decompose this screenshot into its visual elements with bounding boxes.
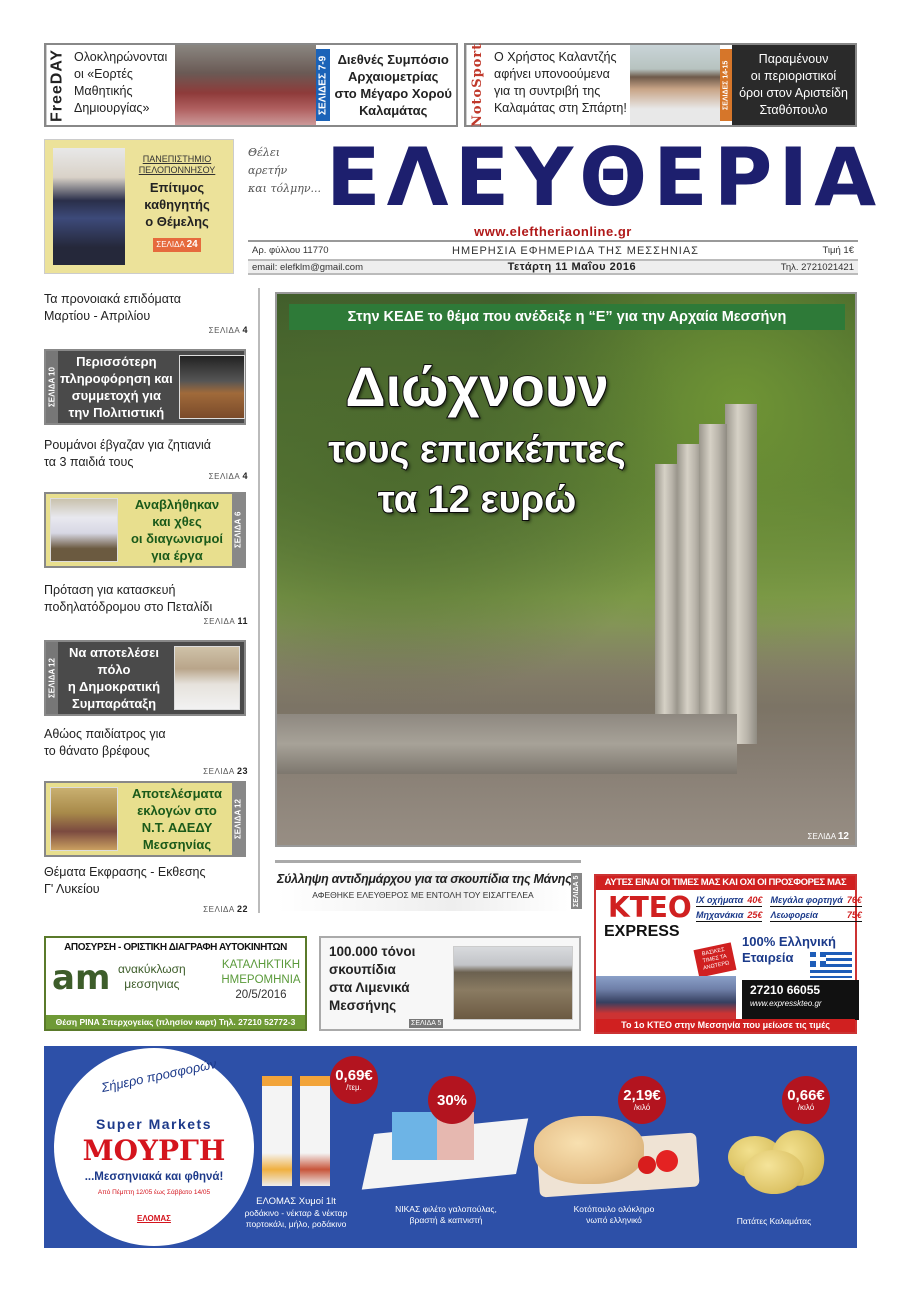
- divider: [275, 860, 581, 863]
- headline-line: Καλαμάτας: [359, 103, 428, 118]
- teaser-freeday[interactable]: [44, 43, 458, 127]
- brand-main: ΜΟΥΡΓΗ: [82, 1134, 226, 1167]
- price-label: Μεγάλα φορτηγά: [770, 895, 843, 905]
- price-value: 40€: [747, 895, 763, 905]
- page-label: ΣΕΛΙΔΑ: [203, 617, 235, 626]
- kicker-line: ΠΑΝΕΠΙΣΤΗΜΙΟ: [142, 154, 212, 164]
- brand-line: ανακύκλωση: [118, 962, 186, 976]
- product-caption: [719, 1216, 829, 1227]
- page-tag: [46, 351, 58, 423]
- landfill-photo: [453, 946, 573, 1020]
- page-num: 4: [242, 471, 248, 481]
- recycling-ad[interactable]: [44, 936, 307, 1031]
- headline-line: Παραμένουν: [758, 52, 829, 66]
- column-divider: [258, 288, 260, 913]
- page-tag: [232, 494, 244, 566]
- notosport-teaser-text: [488, 45, 630, 125]
- headline-line: οι διαγωνισμοί: [130, 531, 224, 546]
- text-line: Ολοκληρώνονται: [74, 50, 168, 64]
- headline-line: όροι στον Αριστείδη: [739, 86, 848, 100]
- kteo-phone: 27210 66055: [750, 983, 821, 997]
- headline-line: στα Λιμενικά: [329, 980, 410, 995]
- price-value: 25€: [747, 910, 763, 920]
- headline-line: και χθες: [152, 514, 202, 529]
- kteo-brand: ΚΤΕΟ: [608, 891, 692, 924]
- email[interactable]: email: elefklm@gmail.com: [252, 261, 364, 273]
- motto-line: και τόλμην...: [248, 182, 322, 195]
- left-box-culture[interactable]: [44, 349, 246, 425]
- kicker-line: ΠΕΛΟΠΟΝΝΗΣΟΥ: [138, 165, 216, 175]
- price-value: 0,66€: [787, 1086, 825, 1104]
- page-tag: [232, 783, 244, 855]
- caption-line: νωπό ελληνικό: [586, 1215, 642, 1225]
- headline-line: Τα προνοιακά επιδόματα: [44, 292, 181, 306]
- left-item-9[interactable]: [44, 864, 248, 914]
- left-box-coalition[interactable]: [44, 640, 246, 716]
- box-headline: [58, 642, 170, 714]
- brand-line: μεσσηνιας: [124, 977, 180, 991]
- page-label: ΣΕΛΙΔΑ: [47, 668, 57, 699]
- price: Τιμή 1€: [822, 245, 854, 256]
- headline-line: πληροφόρηση και: [60, 371, 173, 386]
- hero-headline-1: Διώχνουν: [345, 355, 609, 418]
- waste-headline: [329, 943, 415, 1015]
- headline-line: Αποτελέσματα: [132, 786, 222, 801]
- headline-line: Πρόταση για κατασκευή: [44, 583, 176, 597]
- price-badge: [618, 1076, 666, 1124]
- headline-line: Ρουμάνοι έβγαζαν για ζητιανιά: [44, 438, 212, 452]
- page-num: 6: [233, 512, 243, 517]
- claim-line: Εταιρεία: [742, 950, 794, 965]
- page-tag: ΣΕΛΙΔΑ 5: [571, 873, 582, 909]
- recycling-brand: [118, 962, 186, 992]
- headline-line: Αθώος παιδίατρος για: [44, 727, 166, 741]
- meeting-photo: [174, 646, 240, 710]
- ruins-ground: [277, 714, 737, 774]
- product-caption: [234, 1196, 358, 1230]
- kteo-website[interactable]: www.expresskteo.gr: [750, 999, 822, 1008]
- page-tag: ΣΕΛΙΔΑ 5: [411, 1020, 442, 1027]
- headline-line: σκουπίδια: [329, 962, 396, 977]
- kteo-top-banner: ΑΥΤΕΣ ΕΙΝΑΙ ΟΙ ΤΙΜΕΣ ΜΑΣ ΚΑΙ ΟΧΙ ΟΙ ΠΡΟΣΦΟΡΕΣ ΜΑΣ: [596, 876, 855, 890]
- hero-headline-2: τους επισκέπτες: [328, 429, 626, 471]
- freeday-headline: [330, 45, 456, 125]
- headline-line: Περισσότερη: [76, 354, 157, 369]
- product-caption: [384, 1204, 508, 1226]
- page-num: 12: [837, 831, 849, 842]
- kteo-brand-express: EXPRESS: [604, 923, 680, 940]
- player-photo: [630, 45, 720, 125]
- freeday-teaser-text: [68, 45, 175, 125]
- page-num: 12: [233, 798, 243, 808]
- slogan: ...Μεσσηνιακά και φθηνά!: [84, 1171, 224, 1183]
- audience-photo: [175, 45, 316, 125]
- deadline-line: ΚΑΤΑΛΗΚΤΙΚΗ: [221, 959, 301, 971]
- pages-tag: ΣΕΛΙΔΕΣ 14-15: [720, 49, 732, 121]
- caption-line: ΕΛΟΜΑΣ Χυμοί 1lt: [256, 1196, 336, 1207]
- kteo-building-photo: [596, 976, 736, 1020]
- professor-photo: [53, 148, 125, 265]
- deadline-date: 20/5/2016: [235, 989, 287, 1001]
- column-shape: [725, 404, 757, 744]
- headline-line: τα 3 παιδιά τους: [44, 455, 134, 469]
- text-line: οι «Εορτές: [74, 67, 133, 81]
- motto: [248, 144, 322, 198]
- product-caption: [556, 1204, 672, 1226]
- hero-story[interactable]: [275, 292, 857, 847]
- story-subhead: ΑΦΕΘΗΚΕ ΕΛΕΥΘΕΡΟΣ ΜΕ ΕΝΤΟΛΗ ΤΟΥ ΕΙΣΑΓΓΕΛΕΑ: [312, 890, 534, 900]
- juice-carton-icon: [300, 1076, 330, 1186]
- headline-line: Θέματα Εκφρασης - Εκθεσης: [44, 865, 206, 879]
- left-item-3[interactable]: [44, 437, 248, 481]
- headline-line: συμμετοχή για: [71, 388, 162, 403]
- recycling-logo-icon: am: [52, 958, 111, 998]
- partner-logo: ΕΛΟΜΑΣ: [137, 1214, 171, 1223]
- waste-story[interactable]: [319, 936, 581, 1031]
- headline-line: την Πολιτιστική: [68, 405, 165, 420]
- text-line: για τη συντριβή της: [494, 84, 601, 98]
- divider: [248, 240, 858, 242]
- election-photo: [50, 787, 118, 851]
- supermarket-ad[interactable]: [44, 1046, 857, 1248]
- headline-line: το θάνατο βρέφους: [44, 744, 150, 758]
- hero-headline-3: τα 12 ευρώ: [377, 479, 577, 521]
- headline-line: Να αποτελέσει: [69, 645, 159, 660]
- caption-line: ροδάκινο - νέκταρ & νέκταρ: [244, 1208, 348, 1218]
- kteo-contact: [742, 980, 859, 1020]
- hero-page-ref: [808, 831, 849, 843]
- box-headline: [122, 494, 232, 566]
- page-label: ΣΕΛΙΔΑ: [208, 326, 240, 335]
- page-label: ΣΕΛΙΔΑ: [233, 518, 243, 548]
- price-unit: /κιλό: [633, 1102, 651, 1112]
- price-badge: [782, 1076, 830, 1124]
- box-headline: [122, 783, 232, 855]
- headline-line: ο Θέμελης: [145, 214, 209, 229]
- page-ref: [44, 766, 248, 776]
- column-shape: [699, 424, 727, 734]
- headline-line: πόλο: [97, 662, 131, 677]
- kteo-ad[interactable]: [594, 874, 862, 1034]
- page-label: ΣΕΛΙΔΑ: [208, 472, 240, 481]
- price-label: IX οχήματα: [696, 895, 744, 905]
- univ-text: [125, 148, 225, 265]
- headline-line: ποδηλατόδρομου στο Πεταλίδι: [44, 600, 213, 614]
- page-ref: [44, 325, 248, 335]
- caption-line: βραστή & καπνιστή: [409, 1215, 483, 1225]
- claim-line: 100% Ελληνική: [742, 934, 836, 949]
- text-line: Καλαμάτας στη Σπάρτη!: [494, 101, 627, 115]
- left-item-1[interactable]: [44, 291, 248, 335]
- tomato-icon: [638, 1156, 656, 1174]
- page-num: 22: [236, 904, 248, 914]
- website-link[interactable]: www.eleftheriaonline.gr: [474, 224, 632, 239]
- price-unit: /κιλό: [797, 1102, 815, 1112]
- page-label: ΣΕΛΙΔΑ: [47, 377, 57, 408]
- recycling-deadline: [216, 958, 306, 1003]
- page-num: 23: [236, 766, 248, 776]
- kteo-bottom-banner: Το 1ο ΚΤΕΟ στην Μεσσηνία που μείωσε τις τιμές: [596, 1019, 855, 1032]
- box-headline: [58, 351, 175, 423]
- caption-line: Κοτόπουλο ολόκληρο: [573, 1204, 655, 1214]
- headline-line: για έργα: [151, 548, 203, 563]
- price-label: Λεωφορεία: [770, 910, 818, 920]
- story-headline: Σύλληψη αντιδημάρχου για τα σκουπίδια της Μάνης: [277, 872, 572, 886]
- issue-date: Τετάρτη 11 Μαΐου 2016: [507, 261, 637, 273]
- brand-top: Super Markets: [96, 1116, 212, 1132]
- promo-arc-text: Σήμερο προσφορών: [100, 1055, 218, 1096]
- secondary-story[interactable]: [277, 871, 572, 911]
- masthead-logo[interactable]: ΕΛΕΥΘΕΡΙΑ: [326, 131, 883, 224]
- page-label: ΣΕΛΙΔΑ: [807, 832, 836, 841]
- price-unit: /τεμ.: [346, 1082, 362, 1092]
- headline-line: Σταθόπουλο: [759, 103, 828, 117]
- price-value: 76€: [846, 895, 862, 905]
- left-item-7[interactable]: [44, 726, 248, 776]
- notice-photo: [50, 498, 118, 562]
- page-num: 10: [47, 366, 57, 376]
- juice-carton-icon: [262, 1076, 292, 1186]
- headline-line: οι περιοριστικοί: [750, 69, 837, 83]
- headline-line: Ν.Τ. ΑΔΕΔΥ: [141, 820, 213, 835]
- deadline-line: ΗΜΕΡΟΜΗΝΙΑ: [221, 974, 301, 986]
- motto-line: Θέλει: [248, 146, 281, 159]
- page-label: ΣΕΛΙΔΑ: [233, 809, 243, 840]
- price-value: 2,19€: [623, 1086, 661, 1104]
- page-ref: [44, 904, 248, 914]
- page-num: 11: [237, 616, 248, 626]
- headline-line: Αναβλήθηκαν: [134, 497, 220, 512]
- headline-line: εκλογών στο: [137, 803, 217, 818]
- recycling-title: ΑΠΟΣΥΡΣΗ - ΟΡΙΣΤΙΚΗ ΔΙΑΓΡΑΦΗ ΑΥΤΟΚΙΝΗΤΩΝ: [64, 942, 287, 953]
- tomato-icon: [656, 1150, 678, 1172]
- kteo-stamp: ΒΑΣΙΚΕΣ ΤΙΜΕΣ ΤΑ ΑΝΩΤΕΡΩ: [694, 942, 737, 977]
- phone: Τηλ. 2721021421: [780, 261, 854, 273]
- page-num: 12: [47, 657, 57, 667]
- text-line: αφήνει υπονοούμενα: [494, 67, 610, 81]
- freeday-brand: FreeDAY: [46, 45, 68, 125]
- discount-badge: [428, 1076, 476, 1124]
- headline-line: Μεσσηνίας: [142, 837, 212, 852]
- page-num: 24: [186, 239, 198, 250]
- page-label: ΣΕΛΙΔΑ: [203, 905, 235, 914]
- text-line: Ο Χρήστος Καλαντζής: [494, 50, 617, 64]
- headline-line: Γ' Λυκείου: [44, 882, 100, 896]
- greek-flag-icon: [810, 952, 852, 978]
- teaser-notosport[interactable]: [464, 43, 857, 127]
- headline-line: Αρχαιομετρίας: [348, 69, 439, 84]
- caption-line: πορτοκάλι, μήλο, ροδάκινο: [245, 1219, 347, 1229]
- price-badge: [330, 1056, 378, 1104]
- headline-line: Διεθνές Συμπόσιο: [337, 52, 449, 67]
- promo-dates: Από Πέμπτη 12/05 έως Σάββατο 14/05: [97, 1189, 211, 1196]
- masthead-meta-row-2: [248, 259, 858, 275]
- price-value: 75€: [846, 910, 862, 920]
- price-value: 30%: [436, 1091, 468, 1109]
- masthead-subtitle: ΗΜΕΡΗΣΙΑ ΕΦΗΜΕΡΙΔΑ ΤΗΣ ΜΕΣΣΗΝΙΑΣ: [452, 244, 699, 257]
- price-label: Μηχανάκια: [696, 910, 744, 920]
- headline-line: η Δημοκρατική: [67, 679, 161, 694]
- univ-teaser[interactable]: [44, 139, 234, 274]
- chicken-icon: [534, 1116, 644, 1184]
- caption-line: Πατάτες Καλαμάτας: [736, 1216, 812, 1226]
- page-tag: [46, 642, 58, 714]
- meeting-photo: [179, 355, 245, 419]
- page-badge: [153, 238, 200, 252]
- headline-line: Επίτιμος: [149, 180, 205, 195]
- masthead-meta-row-1: [248, 243, 858, 258]
- left-item-5[interactable]: [44, 582, 248, 626]
- notosport-headline: [732, 45, 855, 125]
- left-box-adedy[interactable]: [44, 781, 246, 857]
- page-ref: [44, 616, 248, 626]
- price-value: 0,69€: [335, 1066, 373, 1084]
- headline-line: καθηγητής: [144, 197, 210, 212]
- recycling-footer: Θέση ΡΙΝΑ Σπερχογείας (πλησίον καρτ) Τηλ. 27210 52772-3: [46, 1015, 305, 1029]
- potato-icon: [744, 1150, 804, 1194]
- headline-line: Μεσσήνης: [329, 998, 397, 1013]
- headline-line: στο Μέγαρο Χορού: [334, 86, 452, 101]
- text-line: Μαθητικής: [74, 84, 133, 98]
- pages-tag: ΣΕΛΙΔΕΣ 7-9: [316, 49, 330, 121]
- headline-line: Μαρτίου - Απριλίου: [44, 309, 151, 323]
- headline-line: Συμπαράταξη: [71, 696, 157, 711]
- left-box-tenders[interactable]: [44, 492, 246, 568]
- notosport-brand: NotoSport: [466, 45, 488, 125]
- issue-number: Αρ. φύλλου 11770: [252, 245, 329, 256]
- page-label: ΣΕΛΙΔΑ: [156, 240, 185, 249]
- headline-line: 100.000 τόνοι: [329, 944, 416, 959]
- hero-kicker: Στην ΚΕΔΕ το θέμα που ανέδειξε η “Ε” για την Αρχαία Μεσσήνη: [289, 304, 845, 330]
- page-num: 4: [242, 325, 248, 335]
- motto-line: αρετήν: [248, 164, 288, 177]
- caption-line: ΝΙΚΑΣ φιλέτο γαλοπούλας,: [395, 1204, 497, 1214]
- page-ref: [44, 471, 248, 481]
- page-label: ΣΕΛΙΔΑ: [203, 767, 235, 776]
- kteo-price-table: [696, 895, 862, 922]
- text-line: Δημιουργίας»: [74, 101, 150, 115]
